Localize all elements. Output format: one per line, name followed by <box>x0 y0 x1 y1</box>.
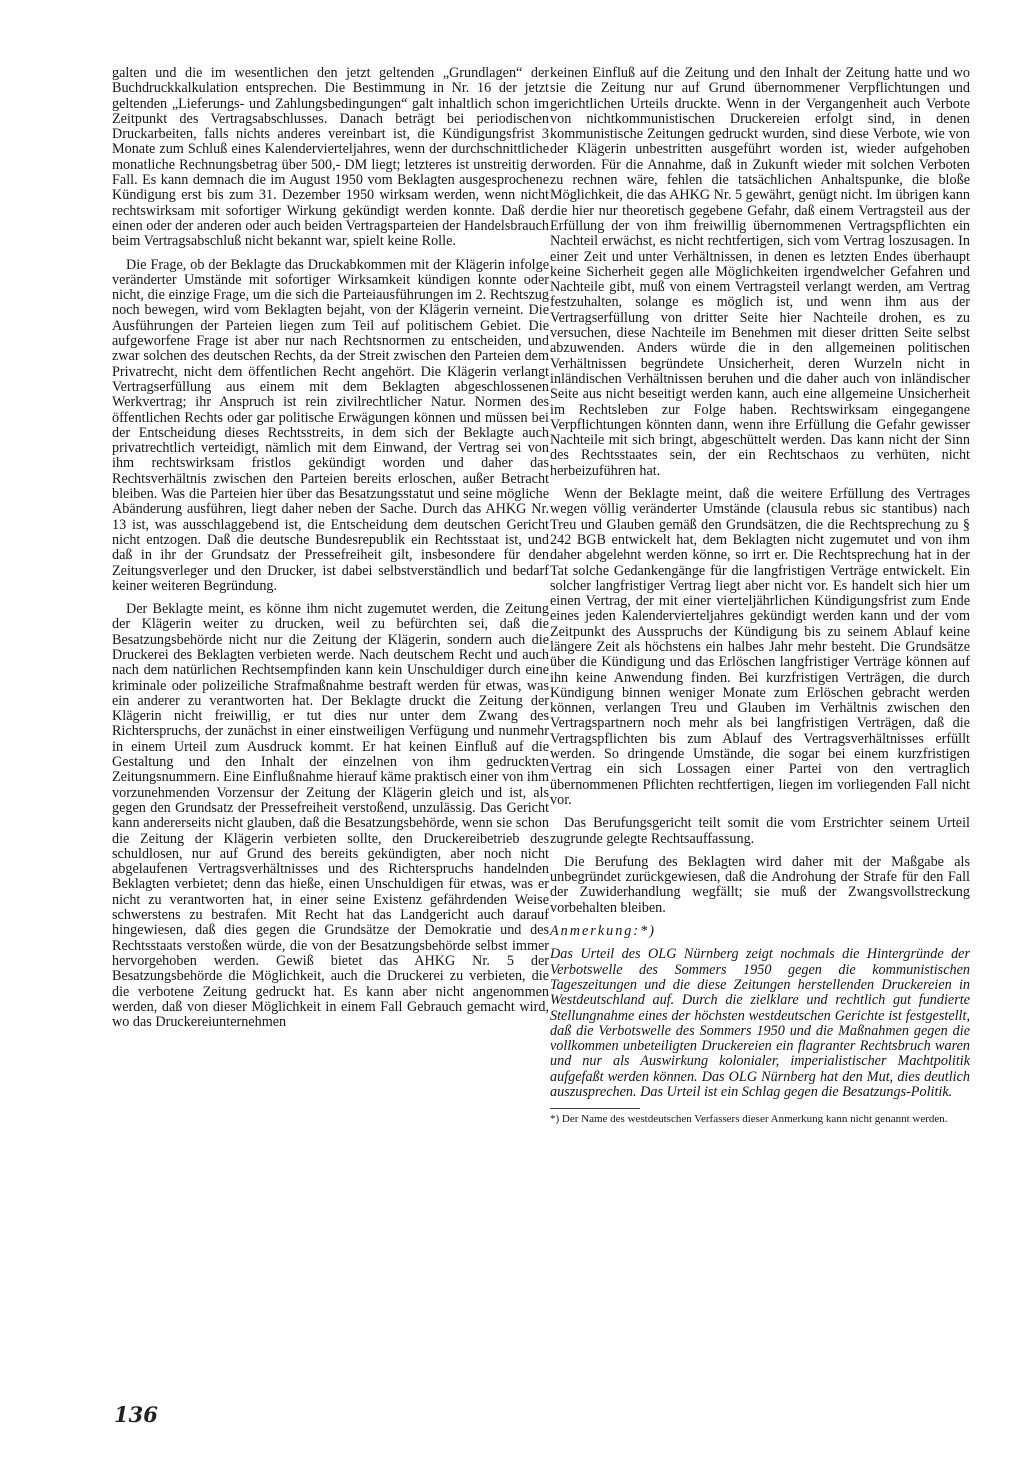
footnote: *) Der Name des westdeutschen Verfassers dieser Anmerkung kann nicht genannt werden. <box>550 1113 948 1126</box>
left-column <box>112 66 549 1038</box>
page-number: 136 <box>114 1402 158 1427</box>
footnote-divider <box>550 1108 640 1109</box>
paragraph: Die Frage, ob der Beklagte das Druckabkommen mit der Klägerin infolge veränderter Umstände mit sofortiger Wirksamkeit kündigen konnte oder nicht, die einzige Frage, um die sich die Parteiausführungen im 2. Rechtszug noch bewegen, wird vom Beklagten bejaht, von der Klägerin verneint. Die Ausführungen der Parteien liegen zum Teil auf politischem Gebiet. Die aufgeworfene Frage ist aber nur nach Rechtsnormen zu entscheiden, und zwar solchen des deutschen Rechts, da der Streit zwischen den Parteien dem Privatrecht, nicht dem öffentlichen Recht angehört. Die Klägerin verlangt Vertragserfüllung aus einem mit dem Beklagten abgeschlossenen Werkvertrag; ihr Anspruch ist rein zivilrechtlicher Natur. Normen des öffentlichen Rechts oder gar politische Erwägungen können und müssen bei der Entscheidung dieses Rechtsstreits, in dem sich der Beklagte auch privatrechtlich verteidigt, nämlich mit dem Einwand, der Vertrag sei von ihm rechtswirksam fristlos gekündigt worden und daher das Rechtsverhältnis zwischen den Parteien bereits erloschen, außer Betracht bleiben. Was die Parteien hier über das Besatzungsstatut und seine mögliche Abänderung ausführen, liegt daher neben der Sache. Durch das AHKG Nr. 13 ist, was ausschlaggebend ist, die Entscheidung dem deutschen Gericht nicht entzogen. Daß die deutsche Bundesrepublik ein Rechtsstaat ist, und daß in ihr der Grundsatz der Pressefreiheit gilt, insbesondere für den Zeitungsverleger und den Drucker, ist dabei selbstverständlich und bedarf keiner weiteren Begründung. <box>112 256 549 594</box>
annotation-heading: Anmerkung:*) <box>550 923 656 940</box>
paragraph: Der Beklagte meint, es könne ihm nicht zugemutet werden, die Zeitung der Klägerin weiter zu drucken, weil zu befürchten sei, daß die Besatzungsbehörde nicht nur die Zeitung der Klägerin, sondern auch die Druckerei des Beklagten verbieten werde. Nach deutschem Recht und auch nach dem natürlichen Rechtsempfinden kann kein Unschuldiger durch eine kriminale oder polizeiliche Strafmaßnahme bestraft werden für etwas, was ein anderer zu verantworten hat. Der Beklagte druckt die Zeitung der Klägerin nicht freiwillig, er tut dies nur unter dem Zwang des Richterspruchs, der zunächst in einer einstweiligen Verfügung und nunmehr in einem Urteil zum Ausdruck kommt. Er hat keinen Einfluß auf die Gestaltung und den Inhalt der einzelnen von ihm gedruckten Zeitungsnummern. Eine Einflußnahme hierauf käme praktisch einer von ihm vorzunehmenden Vorzensur der Zeitung der Klägerin gleich und ist, als gegen den Grundsatz der Pressefreiheit verstoßend, unzulässig. Das Gericht kann andererseits nicht glauben, daß die Besatzungsbehörde, wenn sie schon die Zeitung der Klägerin verbieten sollte, den Druckereibetrieb des schuldlosen, nur auf Grund des bereits gekündigten, aber noch nicht abgelaufenen Vertragsverhältnisses und des Richterspruchs handelnden Beklagten verbietet; denn das hieße, einen Unschuldigen für etwas, was er nicht zu verantworten hat, in einer seine Existenz gefährdenden Weise schwerstens zu bestrafen. Mit Recht hat das Landgericht auch darauf hingewiesen, daß dies gegen die Grundsätze der Demokratie und des Rechtsstaats verstoßen würde, die von der Besatzungsbehörde selbst immer hervorgehoben werden. Gewiß bietet das AHKG Nr. 5 der Besatzungsbehörde die Möglichkeit, auch die Druckerei zu verbieten, die die verbotene Zeitung gedruckt hat. Es kann aber nicht angenommen werden, daß von dieser Möglichkeit in einem Fall Gebrauch gemacht wird, wo das Druckereiunternehmen <box>112 601 549 1031</box>
right-column <box>550 66 970 1134</box>
paragraph: Die Berufung des Beklagten wird daher mit der Maßgabe als unbegründet zurückgewiesen, daß die Androhung der Strafe für den Fall der Zuwiderhandlung wegfällt; sie muß der Zwangsvollstreckung vorbehalten bleiben. <box>550 853 970 916</box>
annotation-text: Das Urteil des OLG Nürnberg zeigt nochmals die Hintergründe der Verbotswelle des Sommers 1950 gegen die kommunistischen Tageszeitungen und die diese Zeitungen herstellenden Druckereien in Westdeutschland auf. Durch die zielklare und rechtlich gut fundierte Stellungnahme eines der höchsten westdeutschen Gerichte ist festgestellt, daß die Verbotswelle des Sommers 1950 und die Maßnahmen gegen die vollkommen unbeteiligten Druckereien ein flagranter Rechtsbruch waren und nur als Auswirkung kolonialer, imperialistischer Machtpolitik aufgefaßt werden können. Das OLG Nürnberg hat den Mut, dies deutlich auszusprechen. Das Urteil ist ein Schlag gegen die Besatzungs-Politik. <box>550 946 970 1100</box>
paragraph: keinen Einfluß auf die Zeitung und den Inhalt der Zeitung hatte und wo sie die Zeitung nur auf Grund übernommener Verpflichtungen und gerichtlichen Urteils druckte. Wenn in der Vergangenheit auch Verbote von nichtkommunistischen Druckereien erfolgt sind, in denen kommunistische Zeitungen gedruckt wurden, sind diese Verbote, wie von der Klägerin unbestritten ausgeführt worden ist, wieder aufgehoben worden. Für die Annahme, daß in Zukunft wieder mit solchen Verboten zu rechnen wäre, fehlen die tatsächlichen Anhaltspunke, die bloße Möglichkeit, die das AHKG Nr. 5 gewährt, genügt nicht. Im übrigen kann die hier nur theoretisch gegebene Gefahr, daß einem Vertragsteil aus der Erfüllung der von ihm freiwillig übernommenen Vertragspflichten ein Nachteil erwächst, es nicht rechtfertigen, sich vom Vertrag loszusagen. In einer Zeit und unter Verhältnissen, in denen es letzten Endes überhaupt keine Sicherheit gegen alle Möglichkeiten irgendwelcher Gefahren und Nachteile gibt, muß von einem Vertragsteil verlangt werden, am Vertrag festzuhalten, solange es möglich ist, und wenn ihm aus der Vertragserfüllung von dritter Seite hier Nachteile drohen, es zu versuchen, diese Nachteile im Benehmen mit dieser dritten Seite selbst abzuwenden. Anders würde die in den allgemeinen politischen Verhältnissen begründete Unsicherheit, deren Wurzeln nicht in inländischen Verhältnissen beruhen und die daher auch von inländischer Seite aus nicht beseitigt werden kann, auch eine allgemeine Unsicherheit im Rechtsleben zur Folge haben. Rechtswirksam eingegangene Verpflichtungen könnten dann, wenn ihre Erfüllung die Gefahr gewisser Nachteile mit sich bringt, abgeschüttelt werden. Das kann nicht der Sinn des Rechtsstaates sein, der ein Rechtschaos zu verhüten, nicht herbeizuführen hat. <box>550 65 970 479</box>
paragraph: Wenn der Beklagte meint, daß die weitere Erfüllung des Vertrages wegen völlig veränderter Umstände (clausula rebus sic stantibus) nach Treu und Glauben gemäß den Grundsätzen, die die Rechtsprechung zu § 242 BGB entwickelt hat, dem Beklagten nicht zugemutet und von ihm daher abgelehnt werden könne, so irrt er. Die Rechtsprechung hat in der Tat solche Gedankengänge für die langfristigen Verträge entwickelt. Ein solcher langfristiger Vertrag liegt aber nicht vor. Es handelt sich hier um einen Vertrag, der mit einer vierteljährlichen Kündigungsfrist zum Ende eines jeden Kalendervierteljahres gekündigt werden kann und der vom Zeitpunkt des Ausspruchs der Kündigung bis zu seinem Ablauf keine längere Zeit als höchstens ein halbes Jahr mehr besteht. Die Grundsätze über die Kündigung und das Erlöschen langfristiger Verträge können auf ihn keine Anwendung finden. Bei kurzfristigen Verträgen, die durch Kündigung binnen weniger Monate zum Erlöschen gebracht werden können, verlangen Treu und Glauben im Verhältnis zwischen den Vertragspartnern noch mehr als bei langfristigen Verträgen, daß die Vertragspflichten bis zum Ablauf des Vertragsverhältnisses erfüllt werden. So dringende Umstände, die sogar bei einem kurzfristigen Vertrag ein sich Lossagen einer Partei von den vertraglich übernommenen Pflichten rechtfertigen, liegen im vorliegenden Fall nicht vor. <box>550 486 970 808</box>
paragraph: galten und die im wesentlichen den jetzt geltenden „Grundlagen“ der Buchdruckkalkulation entsprechen. Die Bestimmung in Nr. 16 der jetzt geltenden „Lieferungs- und Zahlungsbedingungen“ galt inhaltlich schon im Zeitpunkt des Vertragsabschlusses. Danach beträgt bei periodischen Druckarbeiten, falls nichts anderes vereinbart ist, die Kündigungsfrist 3 Monate zum Schluß eines Kalendervierteljahres, wenn der durchschnittliche monatliche Rechnungsbetrag über 500,- DM liegt; letzteres ist unstreitig der Fall. Es kann demnach die im August 1950 vom Beklagten ausgesprochene Kündigung erst bis zum 31. Dezember 1950 wirksam werden, wenn nicht rechtswirksam mit sofortiger Wirkung gekündigt werden konnte. Daß der einen oder der anderen oder auch beiden Vertragsparteien der Handelsbrauch beim Vertragsabschluß nicht bekannt war, spielt keine Rolle. <box>112 65 549 250</box>
paragraph: Das Berufungsgericht teilt somit die vom Erstrichter seinem Urteil zugrunde gelegte Rechtsauffassung. <box>550 815 970 847</box>
